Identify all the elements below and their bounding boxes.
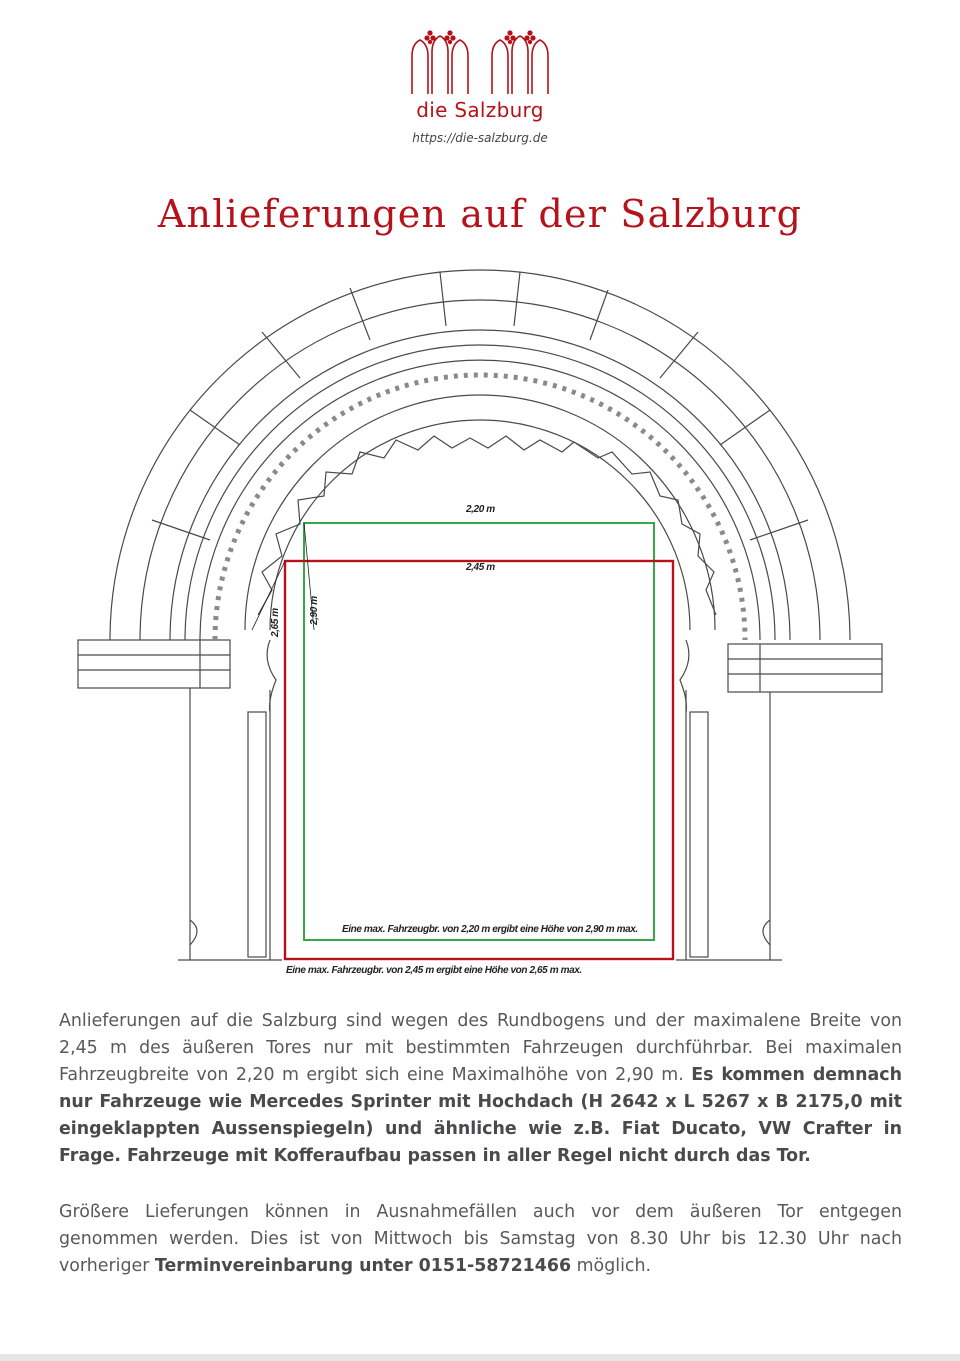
paragraph2-text-end: möglich. bbox=[571, 1256, 652, 1276]
paragraph-delivery-rules bbox=[59, 1008, 902, 1170]
width-label-outer: 2,45 m bbox=[466, 562, 495, 573]
appointment-phone: Terminvereinbarung unter 0151-58721466 bbox=[154, 1256, 572, 1276]
width-label-inner: 2,20 m bbox=[466, 504, 495, 515]
gate-arch-diagram bbox=[0, 255, 960, 985]
note-inner-frame: Eine max. Fahrzeugbr. von 2,20 m ergibt eine Höhe von 2,90 m max. bbox=[342, 924, 638, 935]
height-label-inner: 2,90 m bbox=[309, 596, 320, 625]
footer-bar bbox=[0, 1354, 960, 1361]
salzburg-logo bbox=[380, 28, 580, 150]
arch-drawing bbox=[0, 255, 960, 985]
paragraph2-text: Größere Lieferungen können in Ausnahmefällen auch vor dem äußeren Tor entgegen genommen werden. Dies ist von Mittwoch bis Samstag von 8.30 Uhr bis 12.30 Uhr nach vorheriger bbox=[59, 1202, 902, 1276]
height-label-outer: 2,65 m bbox=[270, 608, 281, 637]
website-url[interactable]: https://die-salzburg.de bbox=[412, 131, 548, 145]
page-title: Anlieferungen auf der Salzburg bbox=[157, 192, 803, 236]
brand-name: die Salzburg bbox=[416, 98, 544, 122]
paragraph1-bold-text: Es kommen demnach nur Fahrzeuge wie Mercedes Sprinter mit Hochdach (H 2642 x L 5267 x B 2175,0 mit eingeklappten Aussenspiegeln) und ähnliche wie z.B. Fiat Ducato, VW Crafter in Frage. Fahrzeuge mit Kofferaufbau passen in aller Regel nicht durch das Tor. bbox=[59, 1065, 902, 1166]
note-outer-frame: Eine max. Fahrzeugbr. von 2,45 m ergibt eine Höhe von 2,65 m max. bbox=[286, 965, 582, 976]
arched-windows-logo-icon bbox=[380, 28, 580, 98]
paragraph-large-deliveries bbox=[59, 1199, 902, 1280]
paragraph1-text: Anlieferungen auf die Salzburg sind wegen des Rundbogens und der maximalene Breite von 2,45 m des äußeren Tores nur mit bestimmten Fahrzeugen durchführbar. Bei maximalen Fahrzeugbreite von 2,20 m ergibt sich eine Maximalhöhe von 2,90 m. bbox=[59, 1011, 902, 1085]
